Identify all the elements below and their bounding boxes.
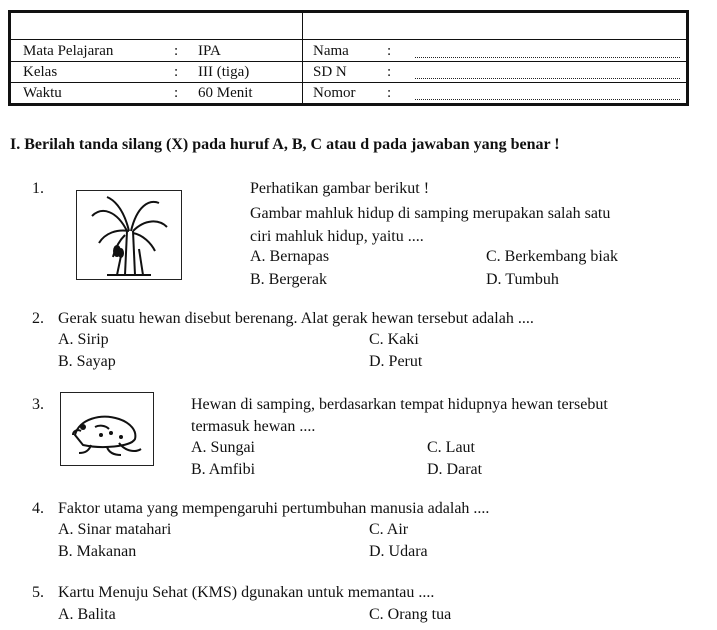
q5-line-1: Kartu Menuju Sehat (KMS) dgunakan untuk memantau .... bbox=[58, 584, 435, 601]
value-ipa: IPA bbox=[198, 43, 221, 59]
q4-option-c[interactable]: C. Air bbox=[369, 521, 409, 538]
q1-option-a[interactable]: A. Bernapas bbox=[250, 248, 330, 265]
q4-line-1: Faktor utama yang mempengaruhi pertumbuhan manusia adalah .... bbox=[58, 500, 490, 517]
field-sep-1: : bbox=[387, 43, 392, 59]
q4-number: 4. bbox=[32, 500, 44, 517]
q3-frog-image bbox=[60, 392, 154, 466]
label-kelas: Kelas bbox=[23, 64, 58, 80]
header-table bbox=[8, 10, 689, 106]
q1-line-2: Gambar mahluk hidup di samping merupakan salah satu bbox=[250, 205, 611, 222]
header-top-rule bbox=[11, 39, 686, 40]
q2-option-b[interactable]: B. Sayap bbox=[58, 353, 116, 370]
q4-option-a[interactable]: A. Sinar matahari bbox=[58, 521, 172, 538]
sep-2: : bbox=[174, 64, 179, 80]
value-kelas: III (tiga) bbox=[198, 64, 250, 80]
field-nomor: Nomor bbox=[313, 85, 356, 101]
q3-line-2: termasuk hewan .... bbox=[191, 418, 316, 435]
q3-option-d[interactable]: D. Darat bbox=[427, 461, 483, 478]
label-waktu: Waktu bbox=[23, 85, 62, 101]
field-sep-3: : bbox=[387, 85, 392, 101]
nomor-fill-line[interactable] bbox=[415, 99, 680, 100]
q1-option-d[interactable]: D. Tumbuh bbox=[486, 271, 559, 288]
q3-option-a[interactable]: A. Sungai bbox=[191, 439, 255, 456]
label-mata-pelajaran: Mata Pelajaran bbox=[23, 43, 114, 59]
q3-number: 3. bbox=[32, 396, 44, 413]
row-rule-1 bbox=[11, 61, 686, 62]
q2-option-c[interactable]: C. Kaki bbox=[369, 331, 419, 348]
q2-line-1: Gerak suatu hewan disebut berenang. Alat gerak hewan tersebut adalah .... bbox=[58, 310, 534, 327]
field-nama: Nama bbox=[313, 43, 349, 59]
sep-3: : bbox=[174, 85, 179, 101]
field-sep-2: : bbox=[387, 64, 392, 80]
header-divider bbox=[302, 13, 303, 103]
q2-option-a[interactable]: A. Sirip bbox=[58, 331, 109, 348]
field-sdn: SD N bbox=[313, 64, 347, 80]
q1-line-1: Perhatikan gambar berikut ! bbox=[250, 180, 430, 197]
row-rule-2 bbox=[11, 82, 686, 83]
q5-number: 5. bbox=[32, 584, 44, 601]
q3-option-b[interactable]: B. Amfibi bbox=[191, 461, 256, 478]
q3-option-c[interactable]: C. Laut bbox=[427, 439, 475, 456]
value-waktu: 60 Menit bbox=[198, 85, 253, 101]
frog-icon bbox=[61, 393, 153, 465]
q4-option-d[interactable]: D. Udara bbox=[369, 543, 428, 560]
q2-number: 2. bbox=[32, 310, 44, 327]
q5-option-c[interactable]: C. Orang tua bbox=[369, 606, 452, 623]
q4-option-b[interactable]: B. Makanan bbox=[58, 543, 137, 560]
nama-fill-line[interactable] bbox=[415, 57, 680, 58]
banana-tree-icon bbox=[77, 191, 181, 279]
q1-option-b[interactable]: B. Bergerak bbox=[250, 271, 328, 288]
q5-option-a[interactable]: A. Balita bbox=[58, 606, 116, 623]
q2-option-d[interactable]: D. Perut bbox=[369, 353, 423, 370]
q1-banana-tree-image bbox=[76, 190, 182, 280]
sdn-fill-line[interactable] bbox=[415, 78, 680, 79]
q1-number: 1. bbox=[32, 180, 44, 197]
sep-1: : bbox=[174, 43, 179, 59]
q1-option-c[interactable]: C. Berkembang biak bbox=[486, 248, 618, 265]
instruction-text: I. Berilah tanda silang (X) pada huruf A, B, C atau d pada jawaban yang benar ! bbox=[10, 136, 560, 153]
q1-line-3: ciri mahluk hidup, yaitu .... bbox=[250, 228, 424, 245]
q3-line-1: Hewan di samping, berdasarkan tempat hidupnya hewan tersebut bbox=[191, 396, 608, 413]
